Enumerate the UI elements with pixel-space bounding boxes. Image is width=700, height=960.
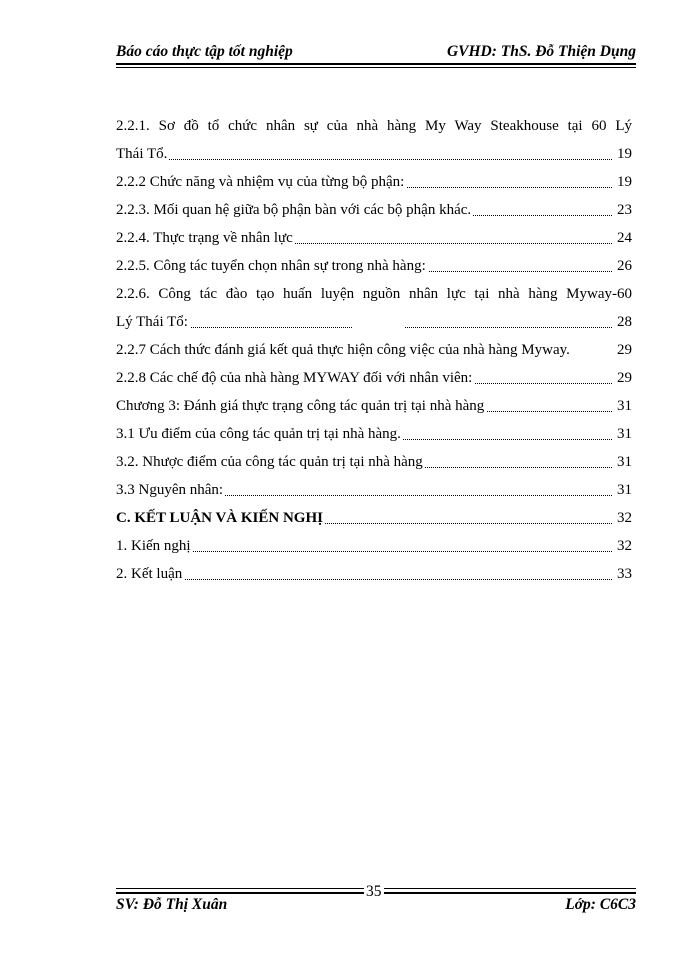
- dot-leader: [116, 159, 612, 160]
- header-rule-thick: [116, 63, 636, 65]
- toc-entry[interactable]: [116, 532, 632, 560]
- toc-page-number: 24: [616, 224, 632, 252]
- toc-entry-text: Lý Thái Tổ:: [116, 314, 188, 330]
- toc-entry[interactable]: [116, 420, 632, 448]
- toc-entry-text: 2.2.5. Công tác tuyển chọn nhân sự trong nhà hàng:: [116, 258, 426, 274]
- toc-entry[interactable]: [116, 504, 632, 532]
- toc-page-number: 19: [616, 168, 632, 196]
- toc-entry[interactable]: [116, 168, 632, 196]
- table-of-contents: [116, 112, 632, 588]
- toc-entry[interactable]: [116, 196, 632, 224]
- leader-gap: [352, 308, 404, 336]
- toc-entry[interactable]: [116, 112, 632, 140]
- toc-entry[interactable]: [116, 392, 632, 420]
- toc-entry-text: 2. Kết luận: [116, 566, 183, 582]
- toc-entry-text: 2.2.3. Mối quan hệ giữa bộ phận bàn với các bộ phận khác.: [116, 202, 472, 218]
- toc-entry[interactable]: [116, 448, 632, 476]
- toc-page-number: 31: [616, 392, 632, 420]
- toc-entry-text: 3.2. Nhược điểm của công tác quản trị tại nhà hàng: [116, 454, 423, 470]
- toc-entry-text: 3.1 Ưu điểm của công tác quản trị tại nhà hàng.: [116, 426, 401, 442]
- toc-entry-text: 1. Kiến nghị: [116, 538, 191, 554]
- toc-entry-text: C. KẾT LUẬN VÀ KIẾN NGHỊ: [116, 510, 323, 526]
- toc-entry-text: 2.2.7 Cách thức đánh giá kết quả thực hiện công việc của nhà hàng Myway.: [116, 342, 570, 358]
- toc-page-number: 32: [616, 504, 632, 532]
- toc-entry-text: 3.3 Nguyên nhân:: [116, 482, 224, 498]
- toc-page-number: 31: [616, 448, 632, 476]
- dot-leader: [116, 579, 612, 580]
- toc-page-number: 26: [616, 252, 632, 280]
- toc-page-number: 28: [616, 308, 632, 336]
- toc-page-number: 32: [616, 532, 632, 560]
- toc-page-number: 31: [616, 476, 632, 504]
- toc-entry[interactable]: [116, 280, 632, 308]
- toc-page-number: 29: [616, 336, 632, 364]
- toc-entry-text: Thái Tổ.: [116, 146, 168, 162]
- toc-entry[interactable]: [116, 252, 632, 280]
- toc-page-number: 31: [616, 420, 632, 448]
- toc-entry-text: 2.2.2 Chức năng và nhiệm vụ của từng bộ phận:: [116, 174, 405, 190]
- toc-entry-text: 2.2.4. Thực trạng về nhân lực: [116, 230, 293, 246]
- header-report-title: Báo cáo thực tập tốt nghiệp: [116, 43, 293, 60]
- toc-entry[interactable]: [116, 364, 632, 392]
- toc-page-number: 29: [616, 364, 632, 392]
- page-footer: [116, 893, 636, 917]
- toc-entry-text: 2.2.1. Sơ đồ tổ chức nhân sự của nhà hàng My Way Steakhouse tại 60 Lý: [116, 112, 632, 140]
- toc-entry[interactable]: [116, 560, 632, 588]
- toc-entry-text: 2.2.6. Công tác đào tạo huấn luyện nguồn nhân lực tại nhà hàng Myway-60: [116, 280, 632, 308]
- toc-entry[interactable]: [116, 336, 632, 364]
- page-header: [116, 40, 636, 64]
- toc-page-number: 33: [616, 560, 632, 588]
- footer-class: Lớp: C6C3: [565, 896, 636, 913]
- header-rule-thin: [116, 67, 636, 68]
- toc-entry-text: 2.2.8 Các chế độ của nhà hàng MYWAY đối với nhân viên:: [116, 370, 473, 386]
- toc-entry[interactable]: [116, 140, 632, 168]
- page-number: 35: [366, 883, 382, 900]
- footer-student: SV: Đỗ Thị Xuân: [116, 896, 228, 913]
- toc-page-number: 19: [616, 140, 632, 168]
- toc-entry-text: Chương 3: Đánh giá thực trạng công tác quản trị tại nhà hàng: [116, 398, 485, 414]
- toc-page-number: 23: [616, 196, 632, 224]
- toc-entry[interactable]: [116, 308, 632, 336]
- toc-entry[interactable]: [116, 224, 632, 252]
- header-supervisor: GVHD: ThS. Đỗ Thiện Dụng: [446, 43, 636, 60]
- toc-entry[interactable]: [116, 476, 632, 504]
